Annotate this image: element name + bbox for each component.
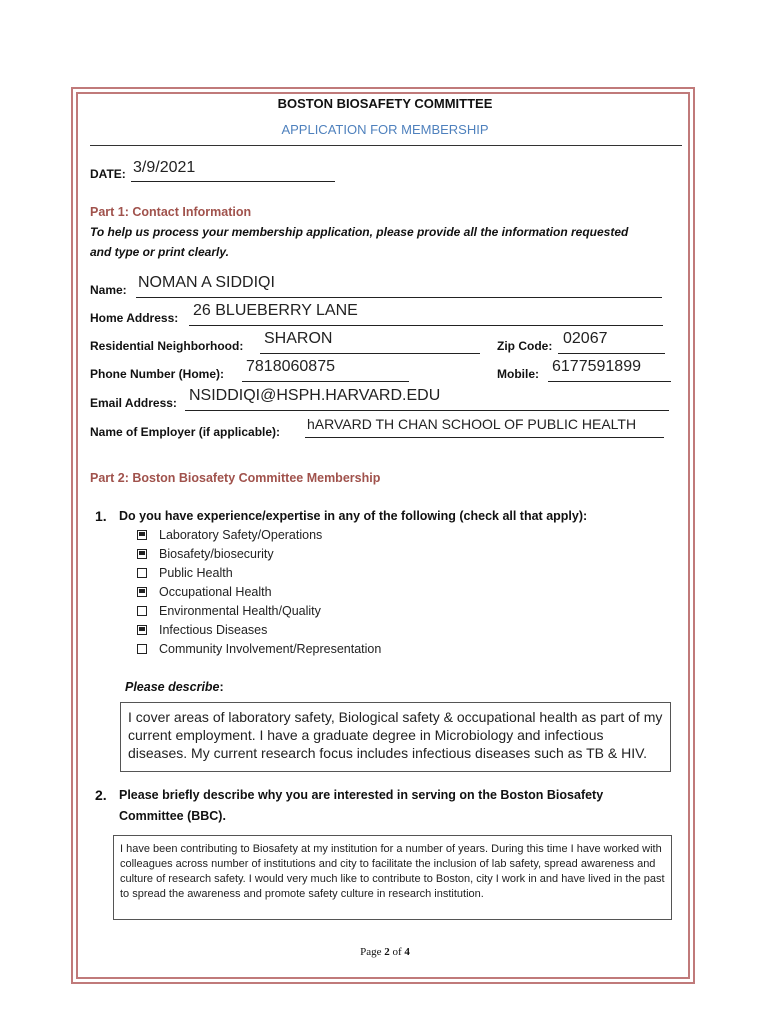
neighborhood-underline <box>260 353 480 354</box>
zip-underline <box>558 353 665 354</box>
title-divider <box>90 145 682 146</box>
email-label: Email Address: <box>90 396 177 410</box>
q2-text-line1: Please briefly describe why you are interested in serving on the Boston Biosafety <box>119 788 604 802</box>
checkbox-option-label: Environmental Health/Quality <box>159 604 321 618</box>
footer-total: 4 <box>404 946 410 958</box>
describe-colon: : <box>219 680 224 694</box>
footer-page: 2 <box>384 946 390 958</box>
mobile-field[interactable]: 6177591899 <box>552 358 641 375</box>
name-label: Name: <box>90 283 127 297</box>
employer-field[interactable]: hARVARD TH CHAN SCHOOL OF PUBLIC HEALTH <box>307 416 637 432</box>
neighborhood-label: Residential Neighborhood: <box>90 339 244 353</box>
zip-label: Zip Code: <box>497 339 553 353</box>
q2-text-line2: Committee (BBC). <box>119 809 226 823</box>
form-title: BOSTON BIOSAFETY COMMITTEE <box>277 96 493 111</box>
describe-answer-box[interactable] <box>120 702 671 772</box>
email-field[interactable]: NSIDDIQI@HSPH.HARVARD.EDU <box>189 387 441 404</box>
q2-answer: I have been contributing to Biosafety at my institution for a number of years. During this time I have worked with colleagues across number of institutions and city to facilitate the inclusion of lab safety, spread awareness and culture of research safety. I would very much like to contribute to Boston, city I work in and have lived in the past to spread the awareness and promote safety culture in research institution. <box>120 843 665 900</box>
name-underline <box>136 297 662 298</box>
checkbox-option-label: Community Involvement/Representation <box>159 642 382 656</box>
checkbox-option-2[interactable] <box>137 549 147 559</box>
date-field[interactable]: 3/9/2021 <box>133 159 196 176</box>
footer-middle: of <box>389 946 405 958</box>
part1-intro-line2: and type or print clearly. <box>90 245 229 259</box>
checkbox-option-6[interactable] <box>137 625 147 635</box>
checkbox-option-4[interactable] <box>137 587 147 597</box>
part1-intro-line1: To help us process your membership application, please provide all the information requested <box>90 225 629 239</box>
home-address-label: Home Address: <box>90 311 179 325</box>
part2-heading: Part 2: Boston Biosafety Committee Membership <box>90 471 381 485</box>
home-address-field[interactable]: 26 BLUEBERRY LANE <box>193 302 358 319</box>
neighborhood-field[interactable]: SHARON <box>264 330 333 347</box>
q1-text: Do you have experience/expertise in any of the following (check all that apply): <box>119 509 588 523</box>
part1-heading: Part 1: Contact Information <box>90 205 252 219</box>
phone-home-underline <box>242 381 409 382</box>
footer-prefix: Page <box>360 946 385 958</box>
describe-answer: I cover areas of laboratory safety, Biological safety & occupational health as part of my current employment. I have a graduate degree in Microbiology and infectious diseases. My current research focus includes infectious diseases such as TB & HIV. <box>128 709 663 761</box>
checkbox-option-label: Public Health <box>159 566 233 580</box>
employer-label: Name of Employer (if applicable): <box>90 425 281 439</box>
q1-number: 1. <box>95 508 107 524</box>
mobile-label: Mobile: <box>497 367 539 381</box>
form-subtitle: APPLICATION FOR MEMBERSHIP <box>281 122 489 137</box>
name-field[interactable]: NOMAN A SIDDIQI <box>138 274 275 291</box>
home-address-underline <box>189 325 663 326</box>
email-underline <box>185 410 669 411</box>
checkbox-option-label: Occupational Health <box>159 585 272 599</box>
zip-field[interactable]: 02067 <box>563 330 608 347</box>
describe-label: Please describe <box>125 680 220 694</box>
phone-home-field[interactable]: 7818060875 <box>246 358 335 375</box>
checkbox-option-7[interactable] <box>137 644 147 654</box>
checkbox-option-5[interactable] <box>137 606 147 616</box>
checkbox-option-label: Biosafety/biosecurity <box>159 547 274 561</box>
date-label: DATE: <box>90 167 126 181</box>
page-footer <box>0 946 770 958</box>
mobile-underline <box>548 381 671 382</box>
checkbox-option-1[interactable] <box>137 530 147 540</box>
phone-home-label: Phone Number (Home): <box>90 367 225 381</box>
date-underline <box>131 181 335 182</box>
q2-answer-box[interactable] <box>113 835 672 920</box>
checkbox-option-3[interactable] <box>137 568 147 578</box>
q2-number: 2. <box>95 787 107 803</box>
checkbox-option-label: Infectious Diseases <box>159 623 268 637</box>
describe-label-wrap <box>125 680 224 694</box>
employer-underline <box>305 437 664 438</box>
checkbox-option-label: Laboratory Safety/Operations <box>159 528 323 542</box>
